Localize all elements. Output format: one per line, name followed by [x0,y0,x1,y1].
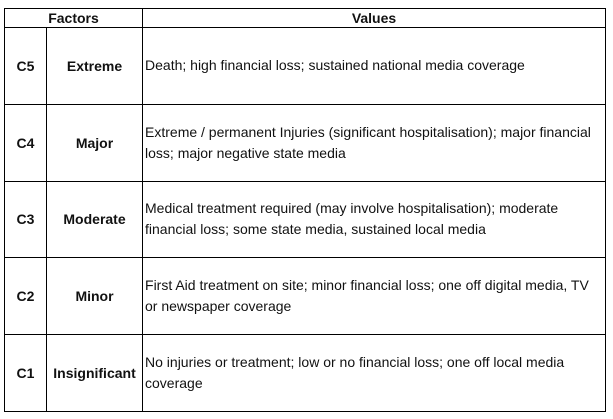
row-level: Major [47,104,143,181]
row-description: Medical treatment required (may involve hospitalisation); moderate financial loss; some state media, sustained local media [143,181,606,258]
factors-header: Factors [5,9,143,28]
consequence-table [4,8,606,412]
table-row [5,104,606,181]
row-level: Minor [47,258,143,335]
row-description: First Aid treatment on site; minor financial loss; one off digital media, TV or newspaper coverage [143,258,606,335]
row-code: C2 [5,258,47,335]
table-row [5,28,606,105]
row-code: C5 [5,28,47,105]
values-header: Values [143,9,606,28]
row-code: C1 [5,335,47,412]
table-row [5,181,606,258]
row-code: C3 [5,181,47,258]
row-description: Death; high financial loss; sustained national media coverage [143,28,606,105]
table-header-row [5,9,606,28]
row-description: No injuries or treatment; low or no financial loss; one off local media coverage [143,335,606,412]
row-code: C4 [5,104,47,181]
row-description: Extreme / permanent Injuries (significant hospitalisation); major financial loss; major negative state media [143,104,606,181]
row-level: Extreme [47,28,143,105]
row-level: Moderate [47,181,143,258]
table-row [5,335,606,412]
table-row [5,258,606,335]
row-level: Insignificant [47,335,143,412]
